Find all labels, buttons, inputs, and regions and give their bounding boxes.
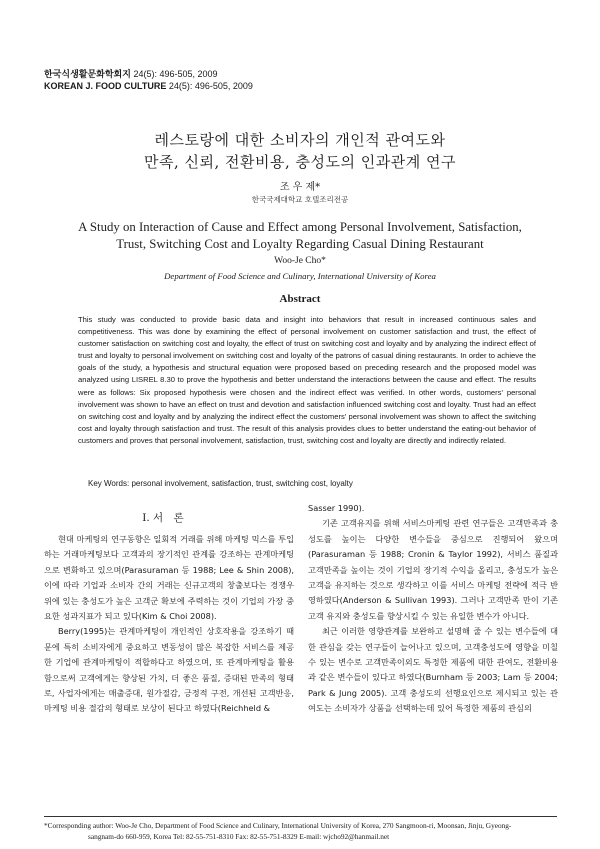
title-korean-line2: 만족, 신뢰, 전환비용, 충성도의 인과관계 연구 <box>144 153 456 171</box>
left-paragraph-2: Berry(1995)는 관계마케팅이 개인적인 상호작용을 강조하기 때문에 특히 소비자에게 중요하고 변동성이 많은 복잡한 서비스를 제공한 기업에 관계마케팅이 적합하다고 하였으며, 또 관계마케팅을 활용함으로써 고객에게는 향상된 가치, 더 좋은 품질, 증대된 만족의 형태로, 사업자에게는 매출증대, 원가절감, 긍정적 구전, 개선된 고객반응, 마케팅 비용 절감의 형태로 보상이 된다고 하였다(Reichheld & <box>44 626 294 714</box>
author-english: Woo-Je Cho* <box>274 256 326 266</box>
right-paragraph-2: 최근 이러한 영향관계를 보완하고 설명해 줄 수 있는 변수들에 대한 관심을 갖는 연구들이 늘어나고 있으며, 고객충성도에 영향을 미칠 수 있는 변수로 고객만족이외도 특정한 제품에 대한 관여도, 전환비용과 같은 변수들이 있다고 하였다(Burnham 등 2003; Lam 등 2004; Park & Jung 2005). 고객 충성도의 선행요인으로 제시되고 있는 관여도는 소비자가 상품을 선택하는데 있어 특정한 제품의 관심의 <box>308 626 558 714</box>
left-paragraph-1: 현대 마케팅의 연구동향은 일회적 거래를 위해 마케팅 믹스를 투입하는 거래마케팅보다 고객과의 장기적인 관계를 강조하는 관계마케팅으로 변화하고 있으며(Parasuraman 등 1988; Lee & Shin 2008), 이에 따라 기업과 소비자 간의 거래는 신규고객의 창출보다는 경쟁우위에 있는 충성도가 높은 고객군 확보에 주력하는 것이 기업의 가장 중요한 성과지표가 되고 있다(Kim & Choi 2008). <box>44 534 294 622</box>
footnote-line-2: sangnam-do 660-959, Korea Tel: 82-55-751-8310 Fax: 82-55-751-8329 E-mail: wjcho92@hanmail.net <box>88 832 390 841</box>
journal-line-english <box>44 80 253 92</box>
title-korean-line1: 레스토랑에 대한 소비자의 개인적 관여도와 <box>154 131 446 149</box>
affiliation-korean: 한국국제대학교 호텔조리전공 <box>251 195 349 204</box>
title-english <box>40 219 560 253</box>
abstract-body: This study was conducted to provide basic data and insight into behaviors that result in increased continuous sales and competitiveness. This was done by examining the effect of personal involvement on customer satisfaction and trust, the effect of customer satisfaction on switching cost and loyalty, the effect of trust on switching cost and loyalty and by analyzing the indirect effect of trust and loyalty to personal involvement on switching cost and loyalty of the patrons of casual dining restaurants. In order to achieve the goals of the study, a hypothesis and structural equation were proposed based on preceding research and the proposed model was analyzed using LISREL 8.30 to prove the hypothesis and better understand the interactions between the cause and effect. The results were as follows: Six proposed hypothesis were chosen and the indirect effect was verified. In other words, customers' personal involvement was shown to have an effect on trust and devotion and satisfaction influenced switching cost and loyalty. Trust had an effect on switching cost and loyalty and by analyzing the indirect effect the customers' personal involvement was shown to affect the switching cost and loyalty through satisfaction and trust. The result of this analysis provides clues to better understand the eating-out behavior of customers and proves that personal involvement, satisfaction, trust, switching cost and loyalty are directly and indirectly related. <box>78 315 536 445</box>
right-paragraph-continued: Sasser 1990). <box>308 503 365 513</box>
abstract-heading: Abstract <box>279 293 321 305</box>
journal-ref-english: 24(5): 496-505, 2009 <box>168 81 253 91</box>
journal-ref-korean: 24(5): 496-505, 2009 <box>133 69 218 79</box>
title-english-line2: Trust, Switching Cost and Loyalty Regarding Casual Dining Restaurant <box>116 237 484 251</box>
section-heading-introduction: Ⅰ. 서 론 <box>142 512 184 524</box>
journal-line-korean <box>44 68 253 80</box>
right-paragraph-1: 기존 고객유지를 위해 서비스마케팅 관련 연구들은 고객만족과 충성도를 높이는 다양한 변수들을 중심으로 진행되어 왔으며(Parasuraman 등 1988; Cronin & Taylor 1992), 서비스 품질과 고객만족을 높이는 것이 기업의 장기적 수익을 올리고, 충성도가 높은 고객을 유지하는 것으로 생각하고 이를 서비스 마케팅 전략에 적극 반영하였다(Anderson & Sullivan 1993). 그러나 고객만족 만이 기존고객 유지와 충성도를 향상시킬 수 있는 유일한 변수가 아니다. <box>308 518 558 621</box>
title-english-line1: A Study on Interaction of Cause and Effect among Personal Involvement, Satisfaction, <box>78 220 522 234</box>
keywords <box>88 479 538 488</box>
left-column <box>44 532 294 717</box>
journal-header <box>44 68 253 92</box>
journal-name-english: KOREAN J. FOOD CULTURE <box>44 81 167 91</box>
title-korean <box>0 129 600 173</box>
right-column <box>308 501 558 717</box>
footnote-line-1: *Corresponding author: Woo-Je Cho, Department of Food Science and Culinary, International University of Korea, 270 Sangmoon-ri, Moonsan, Jinju, Gyeong- <box>44 821 512 830</box>
affiliation-english: Department of Food Science and Culinary, International University of Korea <box>164 271 436 281</box>
journal-name-korean: 한국식생활문화학회지 <box>44 69 131 79</box>
footnote-divider <box>44 816 557 817</box>
footnote <box>44 820 557 842</box>
keywords-list: personal involvement, satisfaction, trust, switching cost, loyalty <box>131 479 353 488</box>
author-korean: 조 우 제* <box>279 182 321 193</box>
keywords-label: Key Words: <box>88 479 130 488</box>
